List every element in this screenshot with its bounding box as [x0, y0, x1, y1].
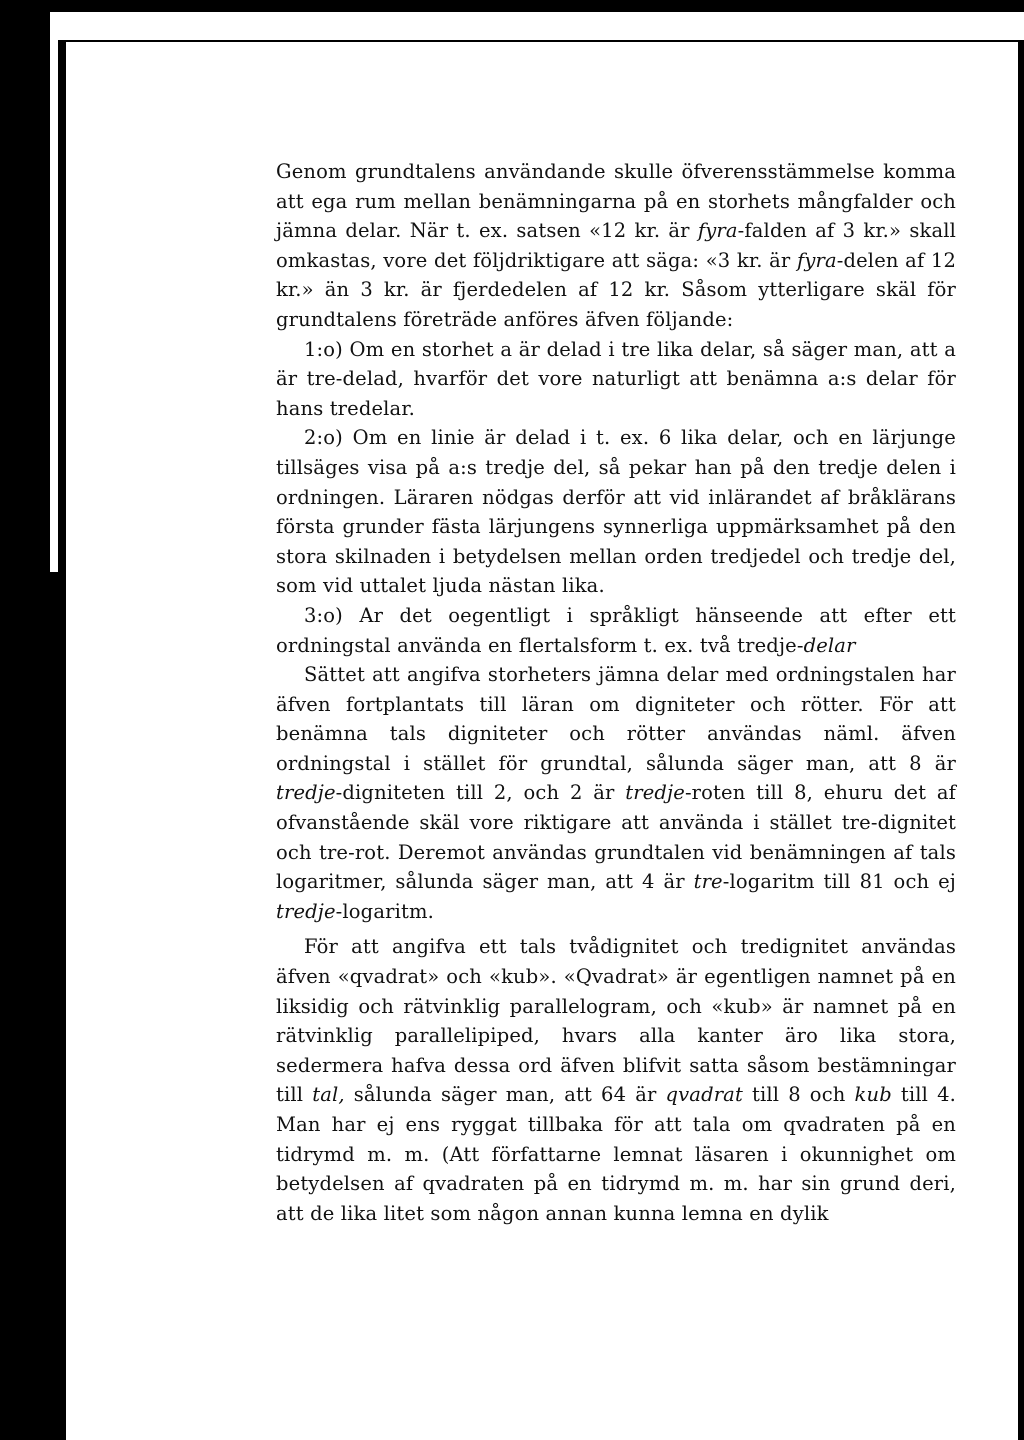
paragraph-4: 3:o) Ar det oegentligt i språkligt hänseende att efter ett ordningstal använda en flertalsform t. ex. två tredje-delar: [276, 603, 956, 657]
italic-run: tredje: [625, 781, 685, 805]
paragraph-3: 2:o) Om en linie är delad i t. ex. 6 lika delar, och en lärjunge tillsäges visa på a:s tredje del, så pekar han på den tredje delen i ordningen. Läraren nödgas derför att vid inlärandet af bråklärans första grunder fästa lärjungens synnerliga uppmärksamhet på den stora skilnaden i betydelsen mellan orden tredjedel och tredje del, som vid uttalet ljuda nästan lika.: [276, 426, 956, 598]
paragraph-6: För att angifva ett tals tvådignitet och tredignitet användas äfven «qvadrat» och «kub». «Qvadrat» är egentligen namnet på en liksidig och rätvinklig parallelogram, och «kub» är namnet på en rätvinklig parallelipiped, hvars alla kanter äro lika stora, sedermera hafva dessa ord äfven blifvit satta såsom bestämningar till tal, sålunda säger man, att 64 är qvadrat till 8 och kub till 4. Man har ej ens ryggat tillbaka för att tala om qvadraten på en tidrymd m. m. (Att författarne lemnat läsaren i okunnighet om betydelsen af qvadraten på en tidrymd m. m. har sin grund deri, att de lika litet som någon annan kunna lemna en dylik: [276, 935, 956, 1225]
scan-border-top: [50, 12, 1024, 40]
page-text: [276, 157, 956, 1228]
italic-run: fyra: [697, 219, 738, 243]
book-page: [66, 42, 1018, 1440]
italic-run: tre: [693, 870, 723, 894]
italic-run: tredje: [276, 781, 336, 805]
paragraph-2: 1:o) Om en storhet a är delad i tre lika delar, så säger man, att a är tre-delad, hvarför det vore naturligt att benämna a:s delar för hans tredelar.: [276, 337, 956, 420]
paragraph-5: Sättet att angifva storheters jämna delar med ordningstalen har äfven fortplantats till läran om digniteter och rötter. För att benämna tals digniteter och rötter användas näml. äfven ordningstal i stället för grundtal, sålunda säger man, att 8 är tredje-digniteten till 2, och 2 är tredje-roten till 8, ehuru det af ofvanstående skäl vore riktigare att använda i stället tre-dignitet och tre-rot. Deremot användas grundtalen vid benämningen af tals logaritmer, sålunda säger man, att 4 är tre-logaritm till 81 och ej tredje-logaritm.: [276, 663, 956, 923]
italic-run: qvadrat: [665, 1083, 743, 1107]
italic-run: fyra: [796, 248, 837, 272]
italic-run: delar: [803, 633, 856, 657]
italic-run: tal,: [312, 1083, 345, 1107]
paragraph-1: Genom grundtalens användande skulle öfverensstämmelse komma att ega rum mellan benämningarna på en storhets mångfalder och jämna delar. När t. ex. satsen «12 kr. är fyra-falden af 3 kr.» skall omkastas, vore det följdriktigare att säga: «3 kr. är fyra-delen af 12 kr.» än 3 kr. är fjerdedelen af 12 kr. Såsom ytterligare skäl för grundtalens företräde anföres äfven följande:: [276, 160, 956, 331]
italic-run: tredje: [276, 899, 336, 923]
italic-run: kub: [854, 1083, 892, 1107]
